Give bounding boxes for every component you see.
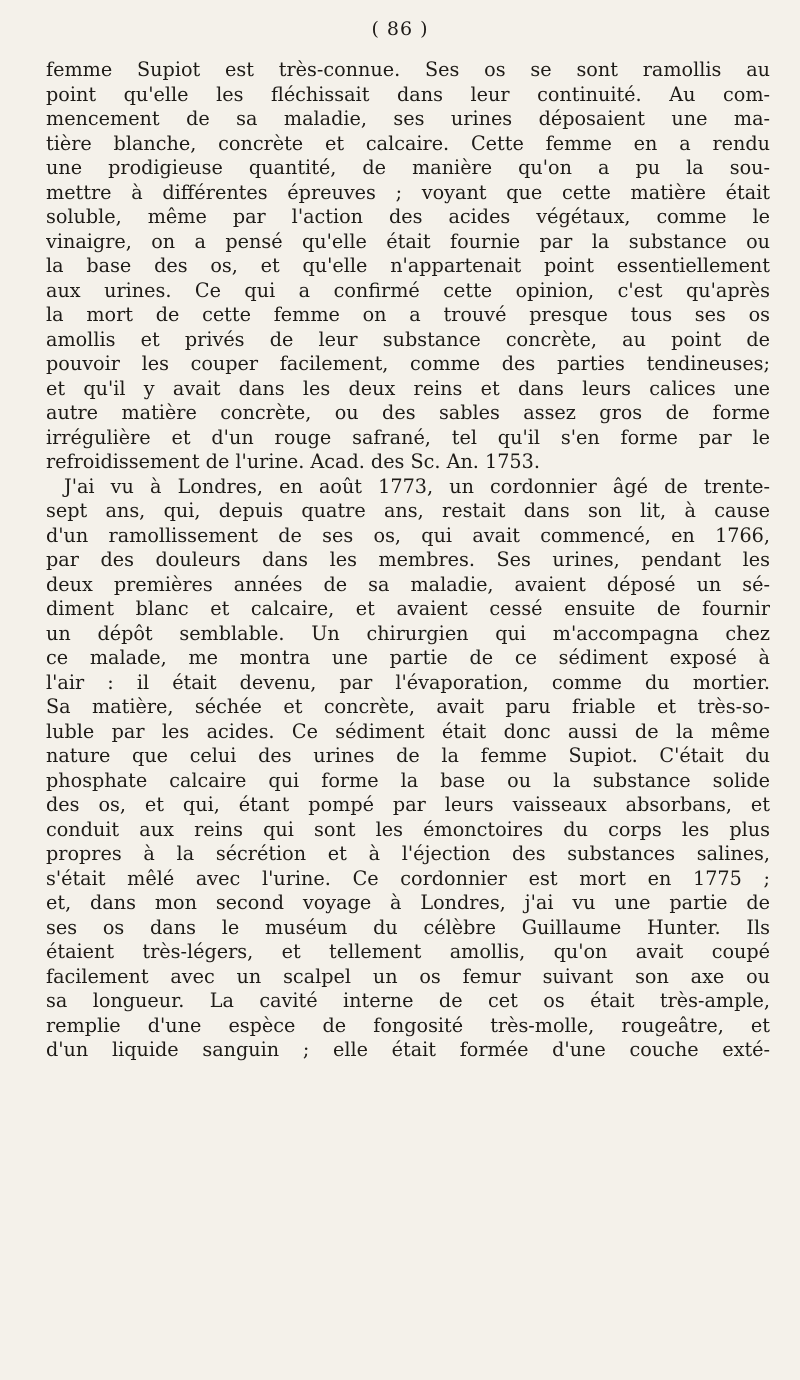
text-line: étaient très-légers, et tellement amollis, qu'on avait coupé: [46, 940, 770, 963]
text-line: par des douleurs dans les membres. Ses urines, pendant les: [46, 548, 770, 571]
text-line: luble par les acides. Ce sédiment était donc aussi de la même: [46, 719, 770, 743]
text-line: d'un ramollissement de ses os, qui avait commencé, en 1766,: [46, 523, 770, 547]
text-line: femme Supiot est très-connue. Ses os se sont ramollis au: [46, 58, 770, 81]
text-line: vinaigre, on a pensé qu'elle était fournie par la substance ou: [46, 229, 770, 253]
text-line: pouvoir les couper facilement, comme des parties tendineuses;: [46, 352, 770, 375]
text-line: la base des os, et qu'elle n'appartenait point essentiellement: [46, 254, 770, 277]
text-line: des os, et qui, étant pompé par leurs vaisseaux absorbans, et: [46, 793, 770, 816]
text-line: l'air : il était devenu, par l'évaporation, comme du mortier.: [46, 670, 770, 694]
text-line: autre matière concrète, ou des sables assez gros de forme: [46, 401, 770, 424]
text-line: refroidissement de l'urine. Acad. des Sc. An. 1753.: [46, 450, 540, 473]
text-line: une prodigieuse quantité, de manière qu'on a pu la sou-: [46, 156, 770, 179]
text-line: deux premières années de sa maladie, avaient déposé un sé-: [46, 572, 770, 596]
text-line: amollis et privés de leur substance concrète, au point de: [46, 327, 770, 351]
text-line: conduit aux reins qui sont les émonctoires du corps les plus: [46, 817, 770, 841]
text-line: sa longueur. La cavité interne de cet os était très-ample,: [46, 989, 770, 1012]
text-line: irrégulière et d'un rouge safrané, tel qu'il s'en forme par le: [46, 425, 770, 449]
text-line: soluble, même par l'action des acides végétaux, comme le: [46, 205, 770, 228]
text-line: tière blanche, concrète et calcaire. Cette femme en a rendu: [46, 131, 770, 155]
text-line: remplie d'une espèce de fongosité très-molle, rougeâtre, et: [46, 1013, 770, 1037]
text-line: point qu'elle les fléchissait dans leur continuité. Au com-: [46, 82, 770, 106]
text-line: mettre à différentes épreuves ; voyant que cette matière était: [46, 180, 770, 204]
text-line: un dépôt semblable. Un chirurgien qui m'accompagna chez: [46, 621, 770, 645]
text-line: ses os dans le muséum du célèbre Guillaume Hunter. Ils: [46, 915, 770, 939]
body-text: [46, 58, 770, 1063]
text-line: et, dans mon second voyage à Londres, j'ai vu une partie de: [46, 891, 770, 914]
text-line: J'ai vu à Londres, en août 1773, un cordonnier âgé de trente-: [64, 474, 770, 498]
page-number: ( 86 ): [371, 18, 429, 40]
text-line: s'était mêlé avec l'urine. Ce cordonnier est mort en 1775 ;: [46, 866, 770, 890]
text-line: sept ans, qui, depuis quatre ans, restait dans son lit, à cause: [46, 499, 770, 522]
text-line: ce malade, me montra une partie de ce sédiment exposé à: [46, 646, 770, 669]
text-line: facilement avec un scalpel un os femur suivant son axe ou: [46, 964, 770, 988]
text-line: et qu'il y avait dans les deux reins et dans leurs calices une: [46, 376, 770, 400]
text-line: Sa matière, séchée et concrète, avait paru friable et très-so-: [46, 695, 770, 718]
text-line: diment blanc et calcaire, et avaient cessé ensuite de fournir: [46, 597, 770, 620]
text-line: d'un liquide sanguin ; elle était formée d'une couche exté-: [46, 1038, 770, 1061]
text-line: mencement de sa maladie, ses urines déposaient une ma-: [46, 107, 770, 130]
text-line: phosphate calcaire qui forme la base ou la substance solide: [46, 768, 770, 792]
text-line: propres à la sécrétion et à l'éjection des substances salines,: [46, 842, 770, 865]
text-line: la mort de cette femme on a trouvé presque tous ses os: [46, 303, 770, 326]
text-line: nature que celui des urines de la femme Supiot. C'était du: [46, 744, 770, 767]
text-line: aux urines. Ce qui a confirmé cette opinion, c'est qu'après: [46, 278, 770, 302]
